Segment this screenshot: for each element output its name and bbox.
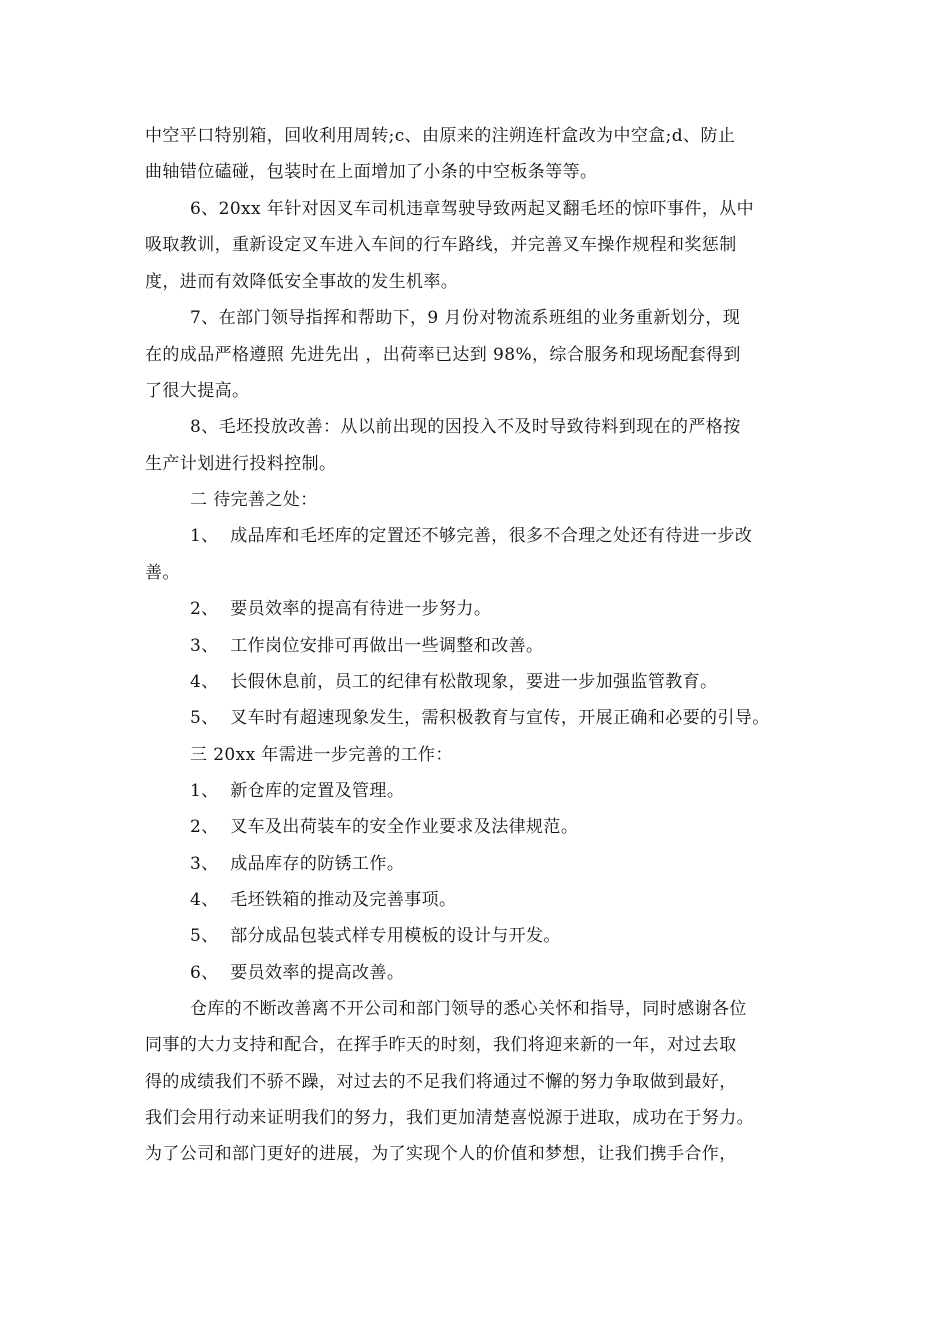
text-line: 度，进而有效降低安全事故的发生机率。 (145, 272, 459, 292)
text-line: 同事的大力支持和配合，在挥手昨天的时刻，我们将迎来新的一年，对过去取 (145, 1035, 737, 1055)
text-line: 生产计划进行投料控制。 (145, 454, 337, 474)
text-line: 8、毛坯投放改善：从以前出现的因投入不及时导致待料到现在的严格按 (190, 417, 741, 437)
list-item: 5、 部分成品包装式样专用模板的设计与开发。 (190, 926, 561, 946)
text-line: 曲轴错位磕碰，包装时在上面增加了小条的中空板条等等。 (145, 162, 598, 182)
text-line: 在的成品严格遵照 先进先出 ，出荷率已达到 98%，综合服务和现场配套得到 (145, 345, 741, 365)
text-line: 6、20xx 年针对因叉车司机违章驾驶导致两起叉翻毛坯的惊吓事件，从中 (190, 199, 755, 219)
text-line: 为了公司和部门更好的进展，为了实现个人的价值和梦想，让我们携手合作， (145, 1144, 737, 1164)
list-item: 1、 成品库和毛坯库的定置还不够完善，很多不合理之处还有待进一步改 (190, 526, 753, 546)
list-item: 3、 工作岗位安排可再做出一些调整和改善。 (190, 636, 544, 656)
list-item: 2、 要员效率的提高有待进一步努力。 (190, 599, 492, 619)
list-item: 2、 叉车及出荷装车的安全作业要求及法律规范。 (190, 817, 579, 837)
list-item: 5、 叉车时有超速现象发生，需积极教育与宣传，开展正确和必要的引导。 (190, 708, 770, 728)
section-heading: 二 待完善之处： (190, 490, 318, 510)
list-item: 4、 毛坯铁箱的推动及完善事项。 (190, 890, 457, 910)
list-item: 3、 成品库存的防锈工作。 (190, 854, 405, 874)
text-line: 我们会用行动来证明我们的努力，我们更加清楚喜悦源于进取，成功在于努力。 (145, 1108, 754, 1128)
text-line: 7、在部门领导指挥和帮助下，9 月份对物流系班组的业务重新划分，现 (190, 308, 741, 328)
text-line: 善。 (145, 563, 180, 583)
list-item: 1、 新仓库的定置及管理。 (190, 781, 405, 801)
text-line: 仓库的不断改善离不开公司和部门领导的悉心关怀和指导，同时感谢各位 (190, 999, 747, 1019)
text-line: 中空平口特别箱，回收利用周转;c、由原来的注朔连杆盒改为中空盒;d、防止 (145, 126, 736, 146)
list-item: 4、 长假休息前，员工的纪律有松散现象，要进一步加强监管教育。 (190, 672, 718, 692)
text-line: 吸取教训，重新设定叉车进入车间的行车路线，并完善叉车操作规程和奖惩制 (145, 235, 737, 255)
section-heading: 三 20xx 年需进一步完善的工作： (190, 745, 453, 765)
text-line: 了很大提高。 (145, 381, 250, 401)
list-item: 6、 要员效率的提高改善。 (190, 963, 405, 983)
text-line: 得的成绩我们不骄不躁，对过去的不足我们将通过不懈的努力争取做到最好， (145, 1072, 737, 1092)
